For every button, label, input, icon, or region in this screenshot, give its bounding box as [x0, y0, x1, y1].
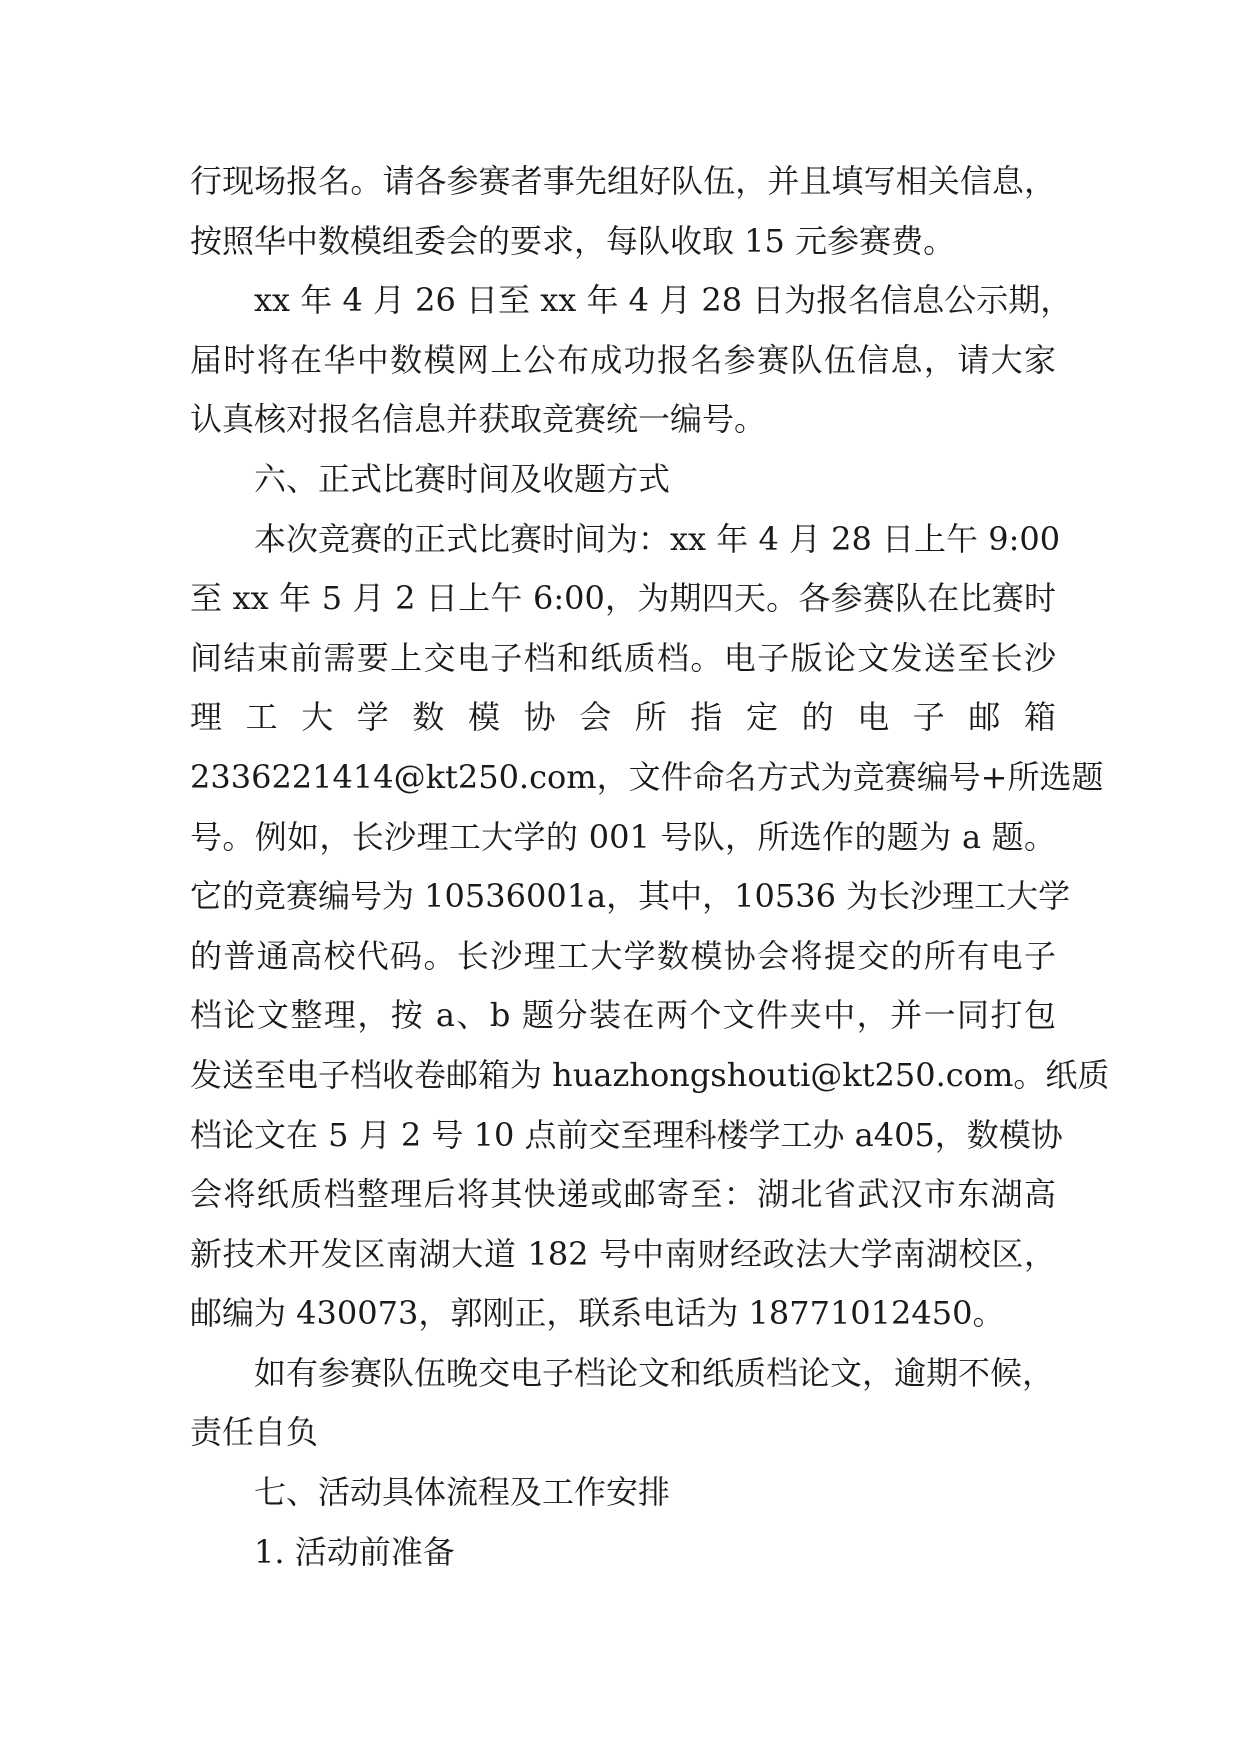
text-line: 号。例如，长沙理工大学的 001 号队，所选作的题为 a 题。: [190, 817, 1056, 856]
text-line: 责任自负: [190, 1413, 319, 1452]
list-item-preparation: [190, 1523, 1056, 1583]
text-line: 间结束前需要上交电子档和纸质档。电子版论文发送至长沙: [190, 638, 1056, 677]
text-line: 档论文在 5 月 2 号 10 点前交至理科楼学工办 a405，数模协: [190, 1115, 1063, 1154]
text-line: 档论文整理，按 a、b 题分装在两个文件夹中，并一同打包: [190, 996, 1056, 1035]
heading-text: 六、正式比赛时间及收题方式: [254, 459, 671, 498]
paragraph-registration: [190, 152, 1056, 271]
paragraph-late-submission: [190, 1344, 1056, 1463]
text-line: 2336221414@kt250.com，文件命名方式为竞赛编号+所选题: [190, 757, 1104, 796]
text-line: 认真核对报名信息并获取竞赛统一编号。: [190, 400, 767, 439]
text-line: 新技术开发区南湖大道 182 号中南财经政法大学南湖校区，: [190, 1234, 1056, 1273]
heading-text: 七、活动具体流程及工作安排: [254, 1473, 671, 1512]
text-line: 届时将在华中数模网上公布成功报名参赛队伍信息，请大家: [190, 340, 1056, 379]
text-line: 理 工 大 学 数 模 协 会 所 指 定 的 电 子 邮 箱: [190, 698, 1056, 737]
text-line: 如有参赛队伍晚交电子档论文和纸质档论文，逾期不候，: [254, 1353, 1055, 1392]
text-line: 本次竞赛的正式比赛时间为：xx 年 4 月 28 日上午 9:00: [254, 519, 1061, 558]
text-line: 发送至电子档收卷邮箱为 huazhongshouti@kt250.com。纸质: [190, 1055, 1110, 1094]
paragraph-competition-time: [190, 510, 1110, 1344]
section-heading-six: [190, 450, 1056, 510]
paragraph-publicity-period: [190, 271, 1073, 450]
text-line: 的普通高校代码。长沙理工大学数模协会将提交的所有电子: [190, 936, 1056, 975]
text-line: 行现场报名。请各参赛者事先组好队伍，并且填写相关信息，: [190, 162, 1056, 200]
document-page: [190, 152, 1110, 1582]
text-line: 它的竞赛编号为 10536001a，其中，10536 为长沙理工大学: [190, 877, 1071, 916]
text-line: 邮编为 430073，郭刚正，联系电话为 18771012450。: [190, 1294, 1005, 1333]
list-item-text: 1. 活动前准备: [254, 1532, 455, 1571]
section-heading-seven: [190, 1463, 1056, 1523]
text-line: 会将纸质档整理后将其快递或邮寄至：湖北省武汉市东湖高: [190, 1175, 1056, 1214]
text-line: 按照华中数模组委会的要求，每队收取 15 元参赛费。: [190, 221, 956, 260]
text-line: xx 年 4 月 26 日至 xx 年 4 月 28 日为报名信息公示期，: [254, 281, 1073, 320]
text-line: 至 xx 年 5 月 2 日上午 6:00，为期四天。各参赛队在比赛时: [190, 579, 1056, 618]
